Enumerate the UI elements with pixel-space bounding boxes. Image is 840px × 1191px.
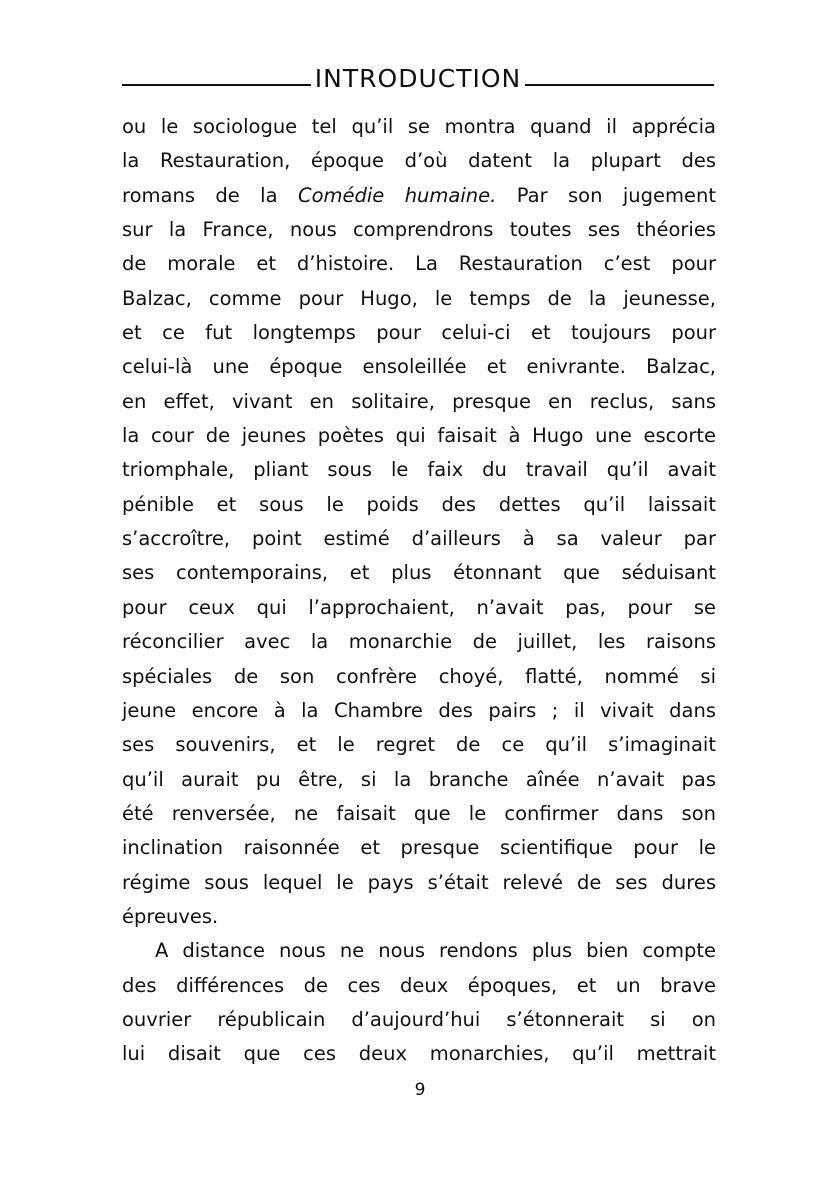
- text-line: en effet, vivant en solitaire, presque en reclus, sans: [122, 389, 716, 413]
- text-line: et ce fut longtemps pour celui-ci et toujours pour: [122, 321, 716, 345]
- text-line: s’accroître, point estimé d’ailleurs à sa valeur par: [122, 527, 716, 551]
- text-line: qu’il aurait pu être, si la branche aînée n’avait pas: [122, 767, 716, 791]
- text-line: des différences de ces deux époques, et un brave: [122, 973, 716, 997]
- body-text: [122, 110, 716, 1072]
- text-line: lui disait que ces deux monarchies, qu’il mettrait: [122, 1042, 716, 1066]
- text-line: été renversée, ne faisait que le confirmer dans son: [122, 801, 716, 825]
- text-line: ouvrier républicain d’aujourd’hui s’étonnerait si on: [122, 1007, 716, 1031]
- running-header: [122, 58, 714, 94]
- text-line: triomphale, pliant sous le faix du travail qu’il avait: [122, 458, 716, 482]
- text-line: de morale et d’histoire. La Restauration c’est pour: [122, 252, 716, 276]
- text-line: la cour de jeunes poètes qui faisait à Hugo une escorte: [122, 424, 716, 448]
- text-line: spéciales de son confrère choyé, flatté, nommé si: [122, 664, 716, 688]
- text-line: celui-là une époque ensoleillée et enivrante. Balzac,: [122, 355, 716, 379]
- text-line: jeune encore à la Chambre des pairs ; il vivait dans: [122, 698, 716, 722]
- text-line: romans de la Comédie humaine. Par son jugement: [122, 183, 716, 207]
- header-rule-right: [525, 84, 714, 86]
- text-line: A distance nous ne nous rendons plus bien compte: [155, 939, 716, 963]
- text-line: pénible et sous le poids des dettes qu’il laissait: [122, 492, 716, 516]
- page-number: 9: [414, 1080, 426, 1100]
- text-line: ses contemporains, et plus étonnant que séduisant: [122, 561, 716, 585]
- text-line: régime sous lequel le pays s’était relevé de ses dures: [122, 870, 716, 894]
- running-title: INTRODUCTION: [314, 64, 522, 93]
- text-line: sur la France, nous comprendrons toutes ses théories: [122, 218, 716, 242]
- text-line: ou le sociologue tel qu’il se montra quand il apprécia: [122, 115, 716, 138]
- header-rule-left: [122, 84, 311, 86]
- text-line: inclination raisonnée et presque scientifique pour le: [122, 836, 716, 860]
- text-line: réconcilier avec la monarchie de juillet, les raisons: [122, 630, 716, 654]
- text-line: pour ceux qui l’approchaient, n’avait pas, pour se: [122, 595, 716, 619]
- text-line: épreuves.: [122, 904, 219, 928]
- text-line: la Restauration, époque d’où datent la plupart des: [122, 149, 716, 173]
- text-line: ses souvenirs, et le regret de ce qu’il s’imaginait: [122, 733, 716, 757]
- text-line: Balzac, comme pour Hugo, le temps de la jeunesse,: [122, 286, 716, 310]
